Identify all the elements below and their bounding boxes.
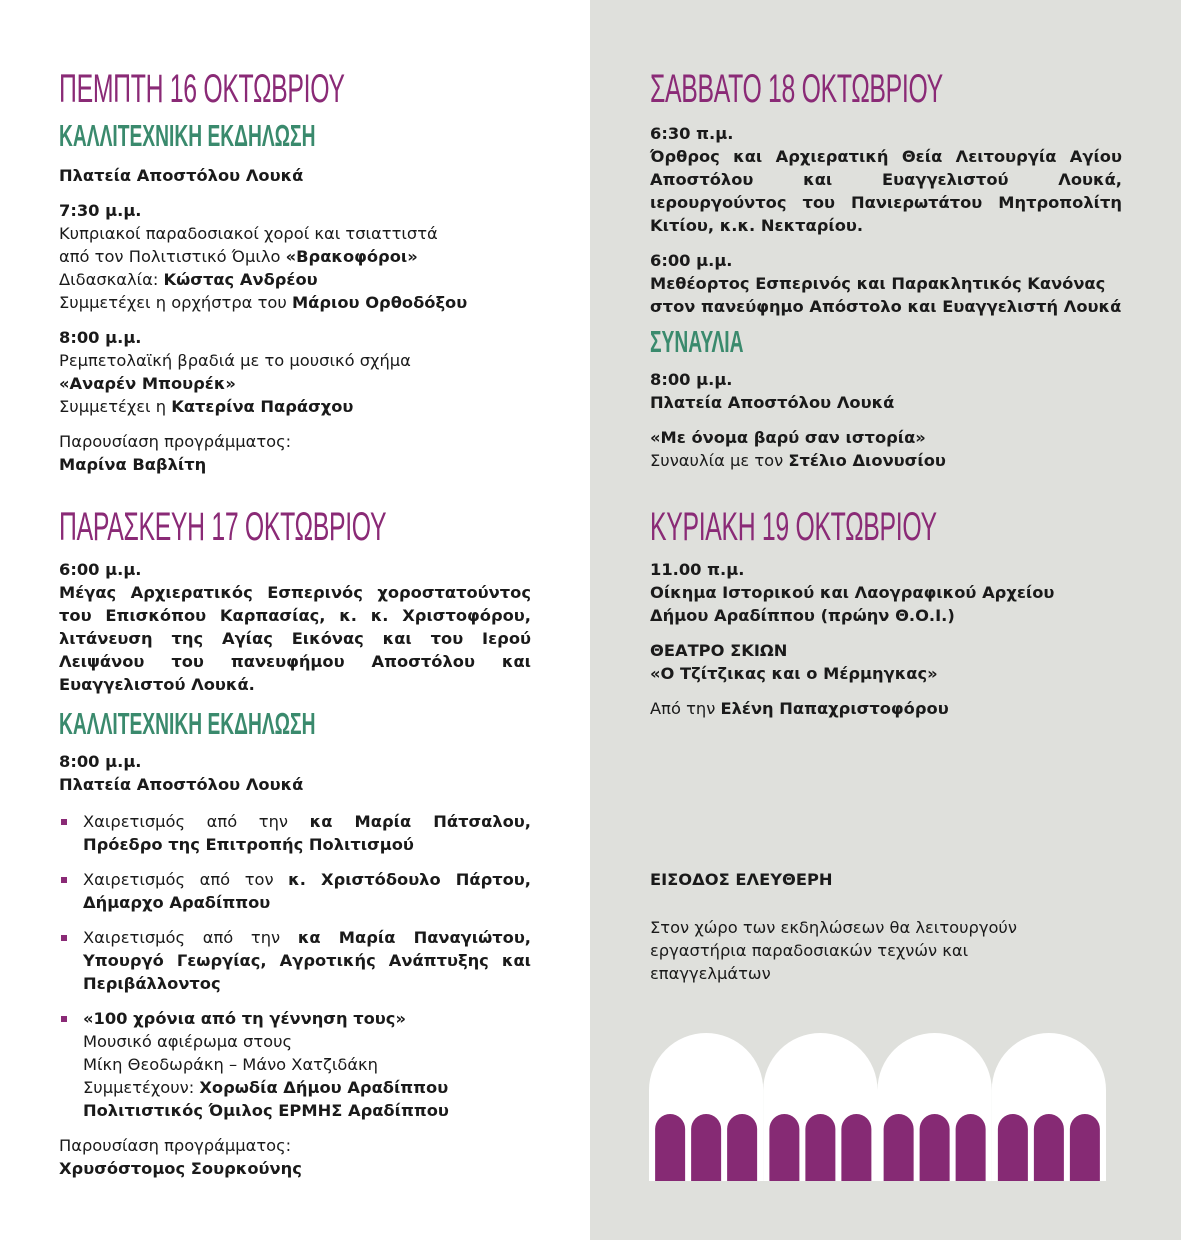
concert-block (650, 368, 1122, 472)
text: Συμμετέχει η ορχήστρα του (59, 293, 292, 312)
text: Συμμετέχουν: (83, 1078, 200, 1097)
small-arch (805, 1114, 835, 1181)
event-block (650, 122, 1122, 237)
small-arch (956, 1114, 986, 1181)
event-description: Όρθρος και Αρχιερατική Θεία Λειτουργία Αγίου Αποστόλου και Ευαγγελιστού Λουκά, ιερουργούντος του Πανιερωτάτου Μητροπολίτη Κιτίου, κ.κ. Νεκταρίου. (650, 147, 1122, 235)
presenter-name: Χρυσόστομος Σουρκούνης (59, 1159, 302, 1178)
event-line (59, 395, 531, 418)
tribute-title: «100 χρόνια από τη γέννηση τους» (83, 1009, 406, 1028)
small-arch (884, 1114, 914, 1181)
workshops-note: Στον χώρο των εκδηλώσεων θα λειτουργούν εργαστήρια παραδοσιακών τεχνών και επαγγελμάτων (650, 918, 1017, 983)
text: Χαιρετισμός από την (83, 812, 310, 831)
event-time: 6:30 π.μ. (650, 124, 734, 143)
show-title: ΘΕΑΤΡΟ ΣΚΙΩΝ (650, 641, 788, 660)
small-arch (920, 1114, 950, 1181)
right-column (650, 66, 1122, 983)
text: Συναυλία με τον (650, 451, 789, 470)
day-title: ΚΥΡΙΑΚΗ 19 ΟΚΤΩΒΡΙΟΥ (650, 505, 937, 549)
bullet-square-icon (61, 819, 67, 825)
list-item (59, 868, 531, 914)
presenter-block (59, 430, 531, 476)
event-line (59, 268, 531, 291)
bullet-square-icon (61, 935, 67, 941)
venue: Πλατεία Αποστόλου Λουκά (59, 166, 304, 185)
event-time: 8:00 μ.μ. (650, 370, 733, 389)
footer-info (650, 868, 1122, 985)
list-item (59, 926, 531, 995)
list-item (59, 1007, 531, 1122)
show-by (650, 697, 1122, 720)
person-name: κα Μαρία Πάτσαλου, Πρόεδρο της Επιτροπής Πολιτισμού (83, 812, 531, 854)
group-name: Χορωδία Δήμου Αραδίππου (199, 1078, 449, 1097)
day-title: ΠΕΜΠΤΗ 16 ΟΚΤΩΒΡΙΟΥ (59, 67, 345, 111)
day-sunday (650, 504, 1122, 720)
text: Χαιρετισμός από την (83, 928, 298, 947)
venue: Οίκημα Ιστορικού και Λαογραφικού Αρχείου (650, 583, 1055, 602)
event-time: 8:00 μ.μ. (59, 328, 142, 347)
presenter-label: Παρουσίαση προγράμματος: (59, 1136, 292, 1155)
event-line (59, 245, 531, 268)
day-saturday (650, 66, 1122, 472)
greetings-list (59, 810, 531, 1122)
person-name: Ελένη Παπαχριστοφόρου (720, 699, 949, 718)
text: Συμμετέχει η (59, 397, 172, 416)
small-arch (691, 1114, 721, 1181)
day-title: ΠΑΡΑΣΚΕΥΗ 17 ΟΚΤΩΒΡΙΟΥ (59, 505, 387, 549)
venue: Πλατεία Αποστόλου Λουκά (650, 393, 895, 412)
event-block (59, 199, 531, 314)
small-arch (727, 1114, 757, 1181)
day-thursday (59, 66, 531, 476)
group-name: «Βρακοφόροι» (285, 247, 418, 266)
person-name: κα Μαρία Παναγιώτου, Υπουργό Γεωργίας, Αγροτικής Ανάπτυξης και Περιβάλλοντος (83, 928, 531, 993)
small-arch (998, 1114, 1028, 1181)
event-line (59, 291, 531, 314)
person-name: κ. Χριστόδουλο Πάρτου, Δήμαρχο Αραδίππου (83, 870, 531, 912)
small-arch (1070, 1114, 1100, 1181)
group-name: Πολιτιστικός Όμιλος ΕΡΜΗΣ Αραδίππου (83, 1101, 449, 1120)
event-line: Ρεμπετολαϊκή βραδιά με το μουσικό σχήμα (59, 351, 411, 370)
bullet-square-icon (61, 1016, 67, 1022)
venue: Πλατεία Αποστόλου Λουκά (59, 775, 304, 794)
small-arch (655, 1114, 685, 1181)
presenter-name: Μαρίνα Βαβλίτη (59, 455, 207, 474)
concert-title: «Με όνομα βαρύ σαν ιστορία» (650, 428, 926, 447)
person-name: Μάριου Ορθοδόξου (291, 293, 468, 312)
small-arch (1034, 1114, 1064, 1181)
tribute-line: Μίκη Θεοδωράκη – Μάνο Χατζιδάκη (83, 1055, 378, 1074)
event-time: 8:00 μ.μ. (59, 752, 142, 771)
small-arch (769, 1114, 799, 1181)
event-block (59, 558, 531, 696)
arcade-arches-icon (649, 1020, 1123, 1185)
presenter-label: Παρουσίαση προγράμματος: (59, 432, 292, 451)
tribute-line: Μουσικό αφιέρωμα στους (83, 1032, 293, 1051)
left-column (59, 66, 531, 1180)
event-time: 11.00 π.μ. (650, 560, 745, 579)
text: Διδασκαλία: (59, 270, 164, 289)
event-block (59, 750, 531, 796)
person-name: Κώστας Ανδρέου (163, 270, 318, 289)
small-arch (841, 1114, 871, 1181)
day-title: ΣΑΒΒΑΤΟ 18 ΟΚΤΩΒΡΙΟΥ (650, 67, 943, 111)
show-name: «Ο Τζίτζικας και ο Μέρμηγκας» (650, 664, 938, 683)
event-time: 7:30 μ.μ. (59, 201, 142, 220)
event-block (650, 558, 1122, 720)
concert-line (650, 449, 1122, 472)
event-description: Μέγας Αρχιερατικός Εσπερινός χοροστατούντος του Επισκόπου Καρπασίας, κ. κ. Χριστοφόρου, λιτάνευση της Αγίας Εικόνας και του Ιερού Λειψάνου του πανευφήμου Αποστόλου και Ευαγγελιστού Λουκά. (59, 583, 531, 694)
event-block (650, 249, 1122, 318)
event-time: 6:00 μ.μ. (59, 560, 142, 579)
event-block (59, 326, 531, 418)
text: Χαιρετισμός από τον (83, 870, 289, 889)
group-name: «Αναρέν Μπουρέκ» (59, 374, 236, 393)
tribute-line (83, 1076, 531, 1099)
text: από τον Πολιτιστικό Όμιλο (59, 247, 286, 266)
person-name: Στέλιο Διονυσίου (788, 451, 946, 470)
event-time: 6:00 μ.μ. (650, 251, 733, 270)
venue: Δήμου Αραδίππου (πρώην Θ.Ο.Ι.) (650, 606, 955, 625)
presenter-block (59, 1134, 531, 1180)
section-title: ΚΑΛΛΙΤΕΧΝΙΚΗ ΕΚΔΗΛΩΣΗ (59, 706, 316, 741)
text: Από την (650, 699, 721, 718)
day-friday (59, 504, 531, 1180)
free-entry: ΕΙΣΟΔΟΣ ΕΛΕΥΘΕΡΗ (650, 870, 833, 889)
list-item (59, 810, 531, 856)
event-line: Κυπριακοί παραδοσιακοί χοροί και τσιαττιστά (59, 224, 438, 243)
event-description: Μεθέορτος Εσπερινός και Παρακλητικός Κανόνας στον πανεύφημο Απόστολο και Ευαγγελιστή Λουκά (650, 274, 1122, 316)
bullet-square-icon (61, 877, 67, 883)
section-title: ΣΥΝΑΥΛΙΑ (650, 324, 744, 359)
section-title: ΚΑΛΛΙΤΕΧΝΙΚΗ ΕΚΔΗΛΩΣΗ (59, 118, 316, 153)
person-name: Κατερίνα Παράσχου (171, 397, 354, 416)
